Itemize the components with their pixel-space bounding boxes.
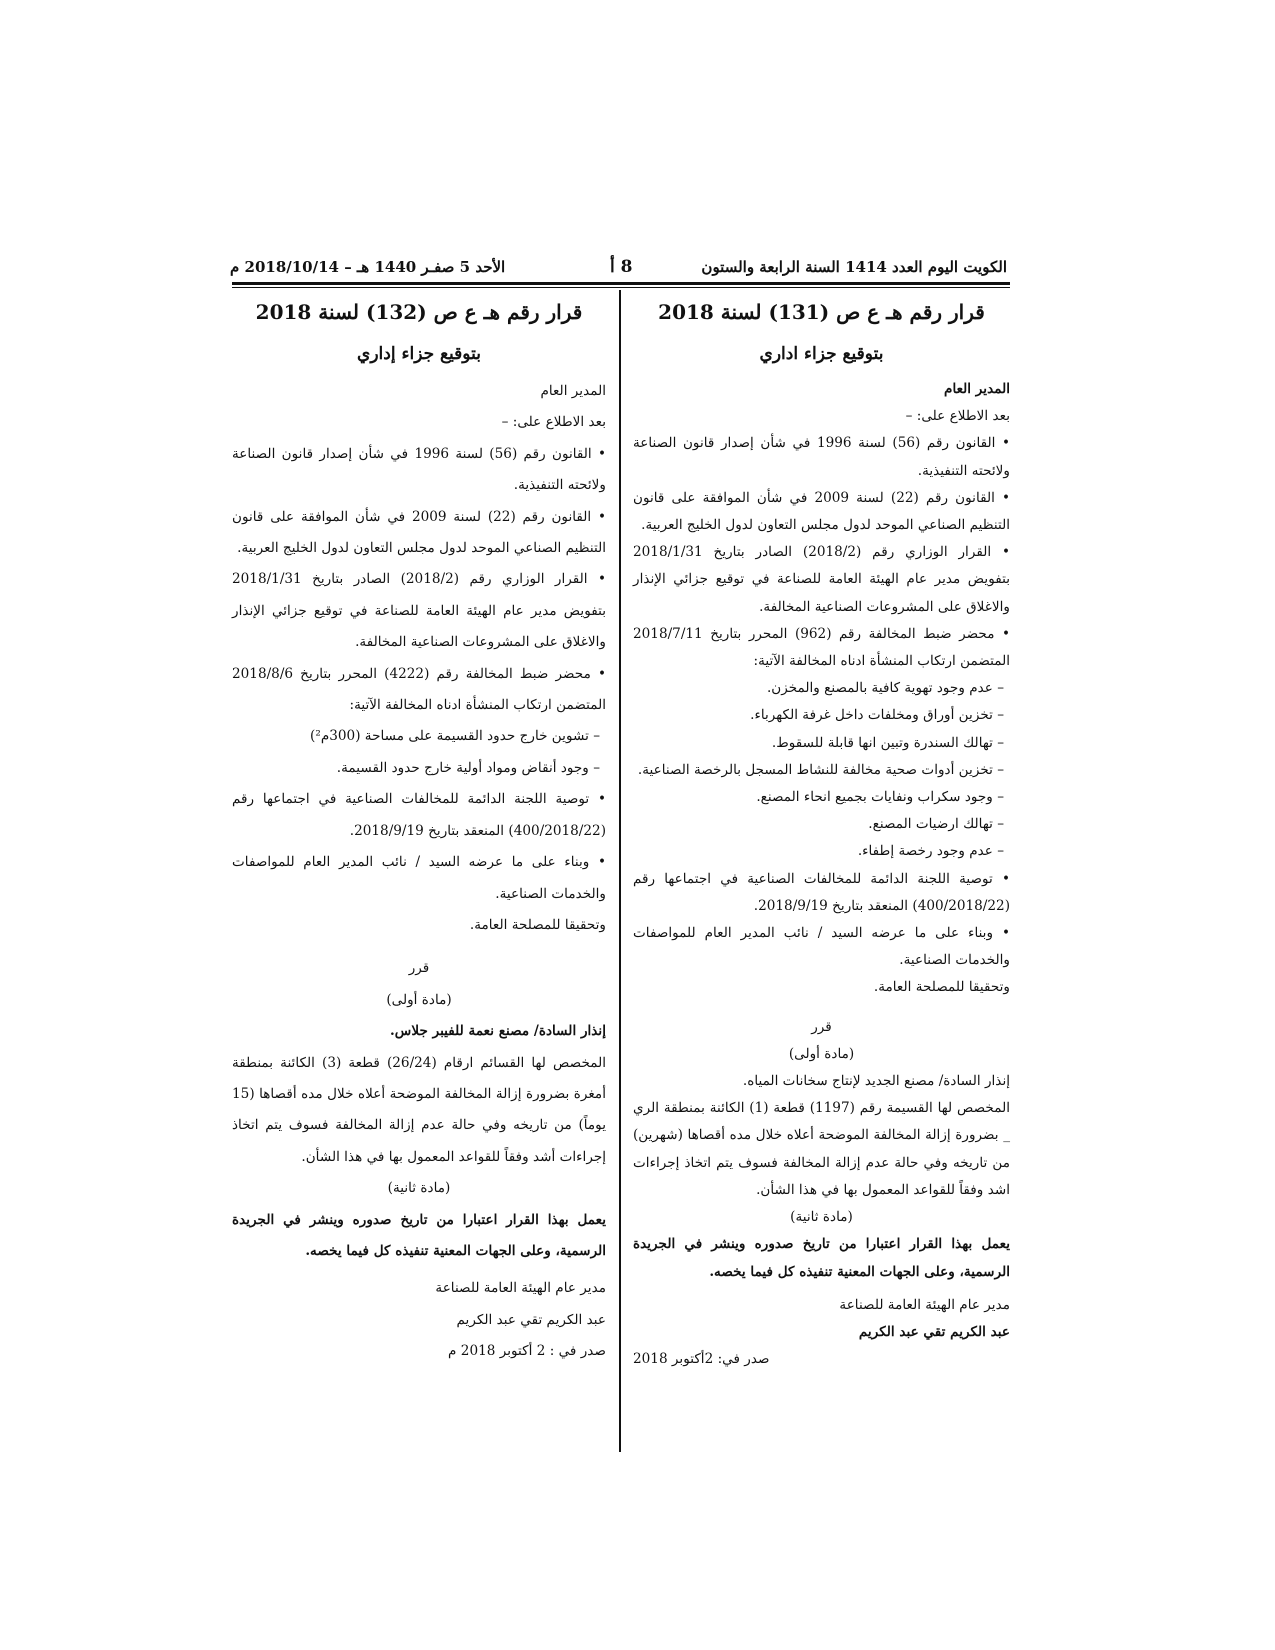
article-1-title: (مادة أولى) <box>386 991 452 1008</box>
header-issue-info: الكويت اليوم العدد 1414 السنة الرابعة والستون <box>701 258 1007 276</box>
violation-item: – تشوين خارج حدود القسيمة على مساحة (300م²) <box>310 728 600 745</box>
director-heading: المدير العام <box>540 383 606 399</box>
signer-title: مدير عام الهيئة العامة للصناعة <box>839 1296 1010 1313</box>
signer-name: عبد الكريم تقي عبد الكريم <box>858 1323 1010 1340</box>
reference-item: • وبناء على ما عرضه السيد / نائب المدير العام للمواصفات والخدمات الصناعية. <box>232 854 606 902</box>
decision-131-column <box>633 292 1010 1373</box>
after-review-line: بعد الاطلاع على: – <box>501 414 606 431</box>
decision-132-column <box>232 292 606 1368</box>
decision-subtitle: بتوقيع جزاء اداري <box>759 344 884 364</box>
article-1-body: المخصص لها القسائم ارقام (26/24) قطعة (3) الكائنة بمنطقة أمغرة بضرورة إزالة المخالفة الموضحة أعلاه خلال مده أقصاها (15 يوماً) من تاريخه وفي حالة عدم إزالة المخالفة فسوف يتم اتخاذ إجراءات أشد وفقاً للقواعد المعمول بها في هذا الشأن. <box>232 1054 607 1165</box>
violation-item: – وجود أنقاض ومواد أولية خارج حدود القسيمة. <box>336 759 600 776</box>
article-1-title: (مادة أولى) <box>788 1045 855 1062</box>
decision-title: قرار رقم هـ ع ص (131) لسنة 2018 <box>658 300 985 324</box>
after-review-line: بعد الاطلاع على: – <box>905 408 1010 425</box>
violation-item: – تهالك السندرة وتبين انها قابلة للسقوط. <box>771 734 1004 751</box>
reference-item: • القانون رقم (56) لسنة 1996 في شأن إصدار قانون الصناعة ولائحته التنفيذية. <box>633 435 1010 479</box>
article-2-title: (مادة ثانية) <box>790 1209 853 1226</box>
violation-item: – عدم وجود تهوية كافية بالمصنع والمخزن. <box>766 680 1004 697</box>
signer-title: مدير عام الهيئة العامة للصناعة <box>435 1280 606 1297</box>
violation-item: – وجود سكراب ونفايات بجميع انحاء المصنع. <box>756 789 1004 806</box>
reference-item: • القانون رقم (56) لسنة 1996 في شأن إصدار قانون الصناعة ولائحته التنفيذية. <box>232 445 607 494</box>
issue-date: صدر في: 2أكتوبر 2018 <box>633 1351 770 1368</box>
public-interest-line: وتحقيقا للمصلحة العامة. <box>873 979 1010 996</box>
column-divider <box>619 290 621 1452</box>
reference-item: • القرار الوزاري رقم (2018/2) الصادر بتاريخ 2018/1/31 بتفويض مدير عام الهيئة العامة للصناعة في توقيع جزائي الإنذار والاغلاق على المشروعات الصناعية المخالفة. <box>232 571 606 651</box>
signer-name: عبد الكريم تقي عبد الكريم <box>456 1311 606 1328</box>
director-heading: المدير العام <box>944 381 1010 397</box>
article-1-warning: إنذار السادة/ مصنع الجديد لإنتاج سخانات المياه. <box>742 1073 1010 1090</box>
violation-item: – تخزين أدوات صحية مخالفة للنشاط المسجل بالرخصة الصناعية. <box>637 761 1004 778</box>
reference-item: • توصية اللجنة الدائمة للمخالفات الصناعية في اجتماعها رقم (400/2018/22) المنعقد بتاريخ 2018/9/19. <box>232 791 606 839</box>
header-rule-thin <box>232 287 1010 288</box>
article-2-body: يعمل بهذا القرار اعتبارا من تاريخ صدوره وينشر في الجريدة الرسمية، وعلى الجهات المعنية تنفيذه كل فيما يخصه. <box>232 1211 606 1259</box>
reference-item: • القانون رقم (22) لسنة 2009 في شأن الموافقة على قانون التنظيم الصناعي الموحد لدول مجلس التعاون لدول الخليج العربية. <box>232 508 606 557</box>
decision-title: قرار رقم هـ ع ص (132) لسنة 2018 <box>255 300 583 324</box>
header-date: الأحد 5 صفـر 1440 هـ – 2018/10/14 م <box>230 258 506 276</box>
article-1-body: المخصص لها القسيمة رقم (1197) قطعة (1) الكائنة بمنطقة الري _ بضرورة إزالة المخالفة الموضحة أعلاه خلال مده أقصاها (شهرين) من تاريخه وفي حالة عدم إزالة المخالفة فسوف يتم اتخاذ إجراءات اشد وفقاً للقواعد المعمول بها في هذا الشأن. <box>633 1100 1010 1198</box>
reference-item: • وبناء على ما عرضه السيد / نائب المدير العام للمواصفات والخدمات الصناعية. <box>633 925 1010 969</box>
violation-item: – عدم وجود رخصة إطفاء. <box>857 843 1004 860</box>
article-2-title: (مادة ثانية) <box>387 1180 451 1197</box>
decision-subtitle: بتوقيع جزاء إداري <box>357 344 481 364</box>
decided-heading: قرر <box>408 960 430 977</box>
public-interest-line: وتحقيقا للمصلحة العامة. <box>469 916 606 933</box>
violation-item: – تخزين أوراق ومخلفات داخل غرفة الكهرباء. <box>750 707 1004 724</box>
violation-item: – تهالك ارضيات المصنع. <box>868 816 1004 833</box>
article-1-warning: إنذار السادة/ مصنع نعمة للفيبر جلاس. <box>390 1023 606 1040</box>
article-2-body: يعمل بهذا القرار اعتبارا من تاريخ صدوره وينشر في الجريدة الرسمية، وعلى الجهات المعنية تنفيذه كل فيما يخصه. <box>633 1236 1010 1280</box>
decided-heading: قرر <box>811 1018 832 1035</box>
issue-date: صدر في : 2 أكتوبر 2018 م <box>448 1343 606 1360</box>
reference-item: • توصية اللجنة الدائمة للمخالفات الصناعية في اجتماعها رقم (400/2018/22) المنعقد بتاريخ 2018/9/19. <box>633 870 1010 914</box>
reference-item: • القرار الوزاري رقم (2018/2) الصادر بتاريخ 2018/1/31 بتفويض مدير عام الهيئة العامة للصناعة في توقيع جزائي الإنذار والاغلاق على المشروعات الصناعية المخالفة. <box>633 544 1010 615</box>
reference-item: • محضر ضبط المخالفة رقم (4222) المحرر بتاريخ 2018/8/6 المتضمن ارتكاب المنشأة ادناه المخالفة الآتية: <box>232 665 606 714</box>
reference-item: • محضر ضبط المخالفة رقم (962) المحرر بتاريخ 2018/7/11 المتضمن ارتكاب المنشأة ادناه المخالفة الآتية: <box>633 625 1010 670</box>
reference-item: • القانون رقم (22) لسنة 2009 في شأن الموافقة على قانون التنظيم الصناعي الموحد لدول مجلس التعاون لدول الخليج العربية. <box>633 489 1011 534</box>
header-rule-thick <box>232 282 1010 285</box>
header-page-number: 8 أ <box>610 257 633 277</box>
